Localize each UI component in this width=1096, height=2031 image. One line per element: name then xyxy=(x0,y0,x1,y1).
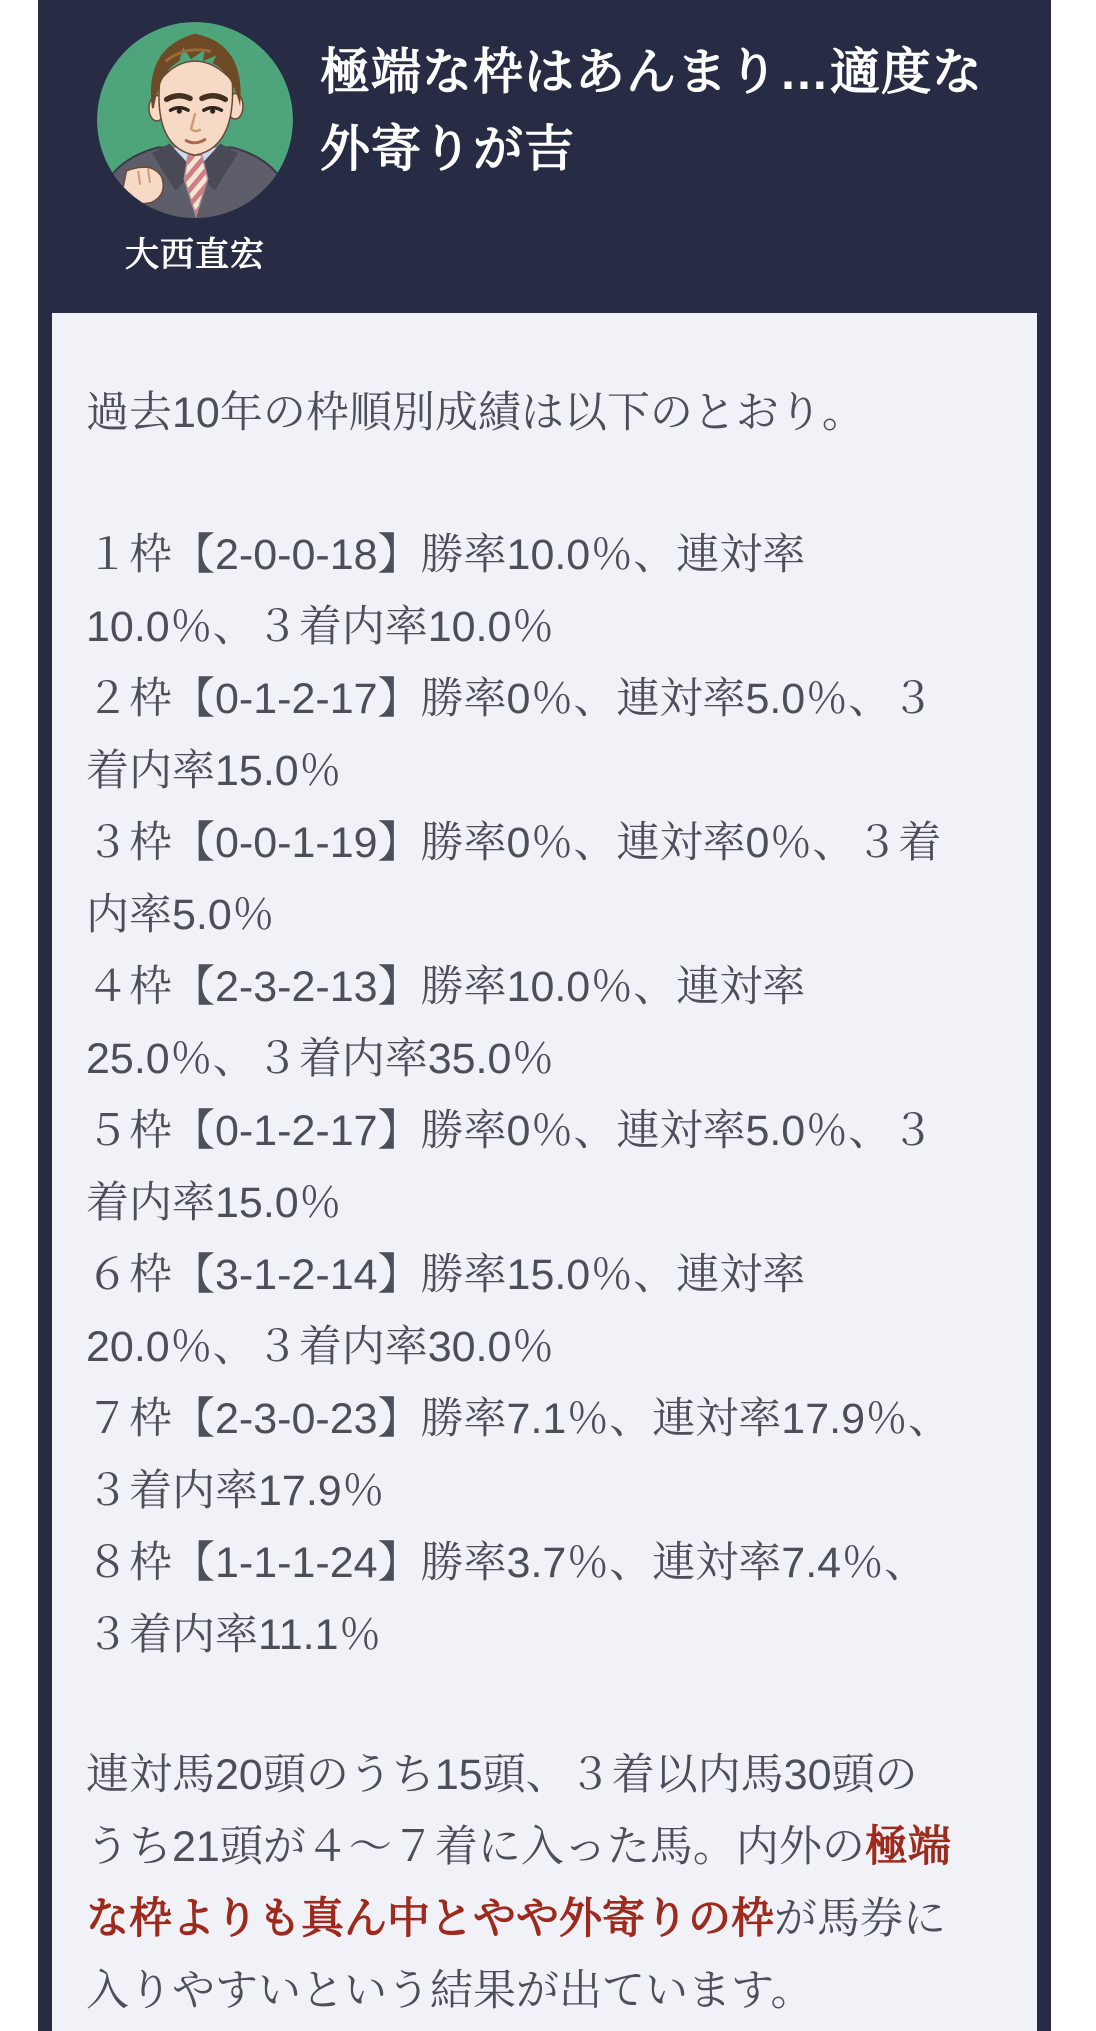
closing-line xyxy=(86,1739,1003,1811)
author-block xyxy=(97,22,293,276)
card-title xyxy=(320,34,1025,188)
card-body xyxy=(38,313,1051,2031)
frame-stat-line: 10.0％、３着内率10.0％ xyxy=(86,603,555,651)
frame-stat-line: ３枠【0-0-1-19】勝率0％、連対率0％、３着 xyxy=(86,819,942,867)
frame-stat-line: ３着内率17.9％ xyxy=(86,1467,385,1515)
frame-stat-line: ５枠【0-1-2-17】勝率0％、連対率5.0％、３ xyxy=(86,1107,935,1155)
frame-stat-line: 25.0％、３着内率35.0％ xyxy=(86,1035,555,1083)
card-title-line1: 極端な枠はあんまり…適度な xyxy=(320,44,983,100)
emphasized-text: な枠よりも真ん中とやや外寄りの枠 xyxy=(86,1895,774,1943)
author-name: 大西直宏 xyxy=(125,236,265,274)
frame-stat-line: １枠【2-0-0-18】勝率10.0％、連対率 xyxy=(86,531,806,579)
closing-paragraph xyxy=(86,1739,1003,2027)
closing-line xyxy=(86,1883,1003,1955)
frame-stat-line: ６枠【3-1-2-14】勝率15.0％、連対率 xyxy=(86,1251,806,1299)
frame-stat-line: 内率5.0％ xyxy=(86,891,275,939)
intro-text: 過去10年の枠順別成績は以下のとおり。 xyxy=(86,389,865,437)
body-text: 入りやすいという結果が出ています。 xyxy=(86,1967,814,2015)
body-text: 連対馬20頭のうち15頭、３着以内馬30頭の xyxy=(86,1751,918,1799)
frame-stat-line: 着内率15.0％ xyxy=(86,1179,342,1227)
frame-stat-line: ４枠【2-3-2-13】勝率10.0％、連対率 xyxy=(86,963,806,1011)
frame-stat-line: ７枠【2-3-0-23】勝率7.1％、連対率17.9％、 xyxy=(86,1395,951,1443)
frame-stats-list xyxy=(86,519,1003,1671)
closing-line xyxy=(86,1811,1003,1883)
expert-comment-card xyxy=(38,0,1051,2031)
frame-stat-line: 20.0％、３着内率30.0％ xyxy=(86,1323,555,1371)
frame-stat-line: 着内率15.0％ xyxy=(86,747,342,795)
frame-stat-line: ８枠【1-1-1-24】勝率3.7％、連対率7.4％、 xyxy=(86,1539,928,1587)
closing-line xyxy=(86,1955,1003,2027)
body-text: うち21頭が４〜７着に入った馬。内外の xyxy=(86,1823,865,1871)
author-avatar-icon xyxy=(97,22,293,218)
frame-stat-line: ２枠【0-1-2-17】勝率0％、連対率5.0％、３ xyxy=(86,675,935,723)
body-text: が馬券に xyxy=(774,1895,946,1943)
frame-stat-line: ３着内率11.1％ xyxy=(86,1611,382,1659)
emphasized-text: 極端 xyxy=(864,1823,951,1871)
card-title-line2: 外寄りが吉 xyxy=(320,121,575,177)
card-header xyxy=(38,0,1051,313)
